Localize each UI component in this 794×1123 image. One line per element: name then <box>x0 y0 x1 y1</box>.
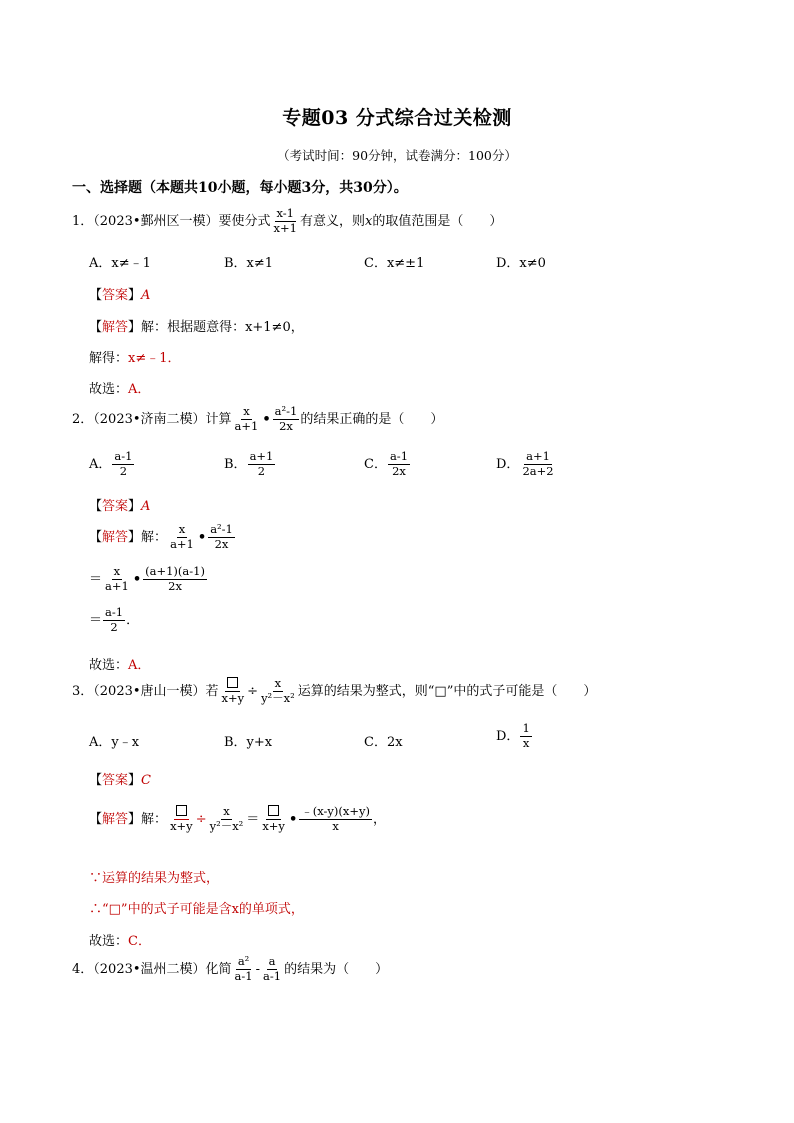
question-2: 2．（2023•济南二模）计算 $\frac{x}{a+1}$ • $\frac{\text{a²-1}}{2x}$ 的结果正确的是（ ） <box>72 404 444 433</box>
q3-choice: 故选：C． <box>89 934 151 949</box>
q3-option-d: D． $\frac{1}{x}$ <box>496 721 530 750</box>
q3-solution: 【解答】解： x+y ÷ $\frac{x}{\text{y²－x²}}$ ＝ x+y • $\frac{﹣(x-y)(x+y)}{x}$ ， <box>89 804 386 833</box>
q1-fraction: $\frac{x-1}{x+1}$ <box>273 206 297 235</box>
q3-option-a: A．y﹣x <box>89 735 140 750</box>
q3-answer: 【答案】C <box>89 773 151 788</box>
q2-solution-step-3: ＝ $\frac{a-1}{2}$ ． <box>89 605 140 634</box>
q2-solution-step-2: ＝ $\frac{x}{a+1}$ • $\frac{(a+1)(a-1)}{2x}$ <box>89 564 205 593</box>
q2-choice: 故选：A． <box>89 658 151 673</box>
page-title: 专题03 分式综合过关检测 <box>282 107 512 129</box>
page-subtitle: （考试时间：90分钟，试卷满分：100分） <box>277 148 517 163</box>
q2-option-c: C． $\frac{a-1}{2x}$ <box>364 449 409 478</box>
q4-fraction-2: $\frac{a}{a-1}$ <box>263 954 282 983</box>
q1-choice: 故选：A． <box>89 382 151 397</box>
q2-fraction-2: $\frac{\text{a²-1}}{2x}$ <box>274 404 298 433</box>
q1-option-d: D．x≠0 <box>496 256 546 271</box>
q2-solution: 【解答】解： $\frac{x}{a+1}$ • $\frac{\text{a²-1}}{2x}$ <box>89 522 233 551</box>
q2-fraction-1: $\frac{x}{a+1}$ <box>234 404 259 433</box>
section-heading: 一、选择题（本题共10小题，每小题3分，共30分）。 <box>72 180 408 196</box>
q2-option-b: B． $\frac{a+1}{2}$ <box>224 449 274 478</box>
q2-answer: 【答案】A <box>89 499 151 514</box>
q1-option-a: A．x≠﹣1 <box>89 256 151 271</box>
q3-option-b: B．y+x <box>224 735 273 750</box>
q3-therefore: ∴“□”中的式子可能是含x的单项式， <box>89 902 304 917</box>
q4-fraction-1: $\frac{\text{a²}}{a-1}$ <box>234 954 253 983</box>
question-1: 1．（2023•鄞州区一模）要使分式 $\frac{x-1}{x+1}$ 有意义，则x的取值范围是（ ） <box>72 206 503 235</box>
q3-fraction-2: $\frac{x}{\text{y²－x²}}$ <box>261 676 295 705</box>
q1-answer: 【答案】A <box>89 288 151 303</box>
question-4: 4．（2023•温州二模）化简 $\frac{\text{a²}}{a-1}$ - $\frac{a}{a-1}$ 的结果为（ ） <box>72 954 389 983</box>
placeholder-box-icon <box>227 677 238 688</box>
q1-solution: 【解答】解：根据题意得：x+1≠0， <box>89 320 304 335</box>
q1-solution-step: 解得：x≠﹣1． <box>89 351 181 366</box>
q3-option-c: C．2x <box>364 735 403 750</box>
q3-because: ∵运算的结果为整式， <box>89 871 220 886</box>
q3-fraction-1: x+y <box>220 677 247 706</box>
q1-option-c: C．x≠±1 <box>364 256 425 271</box>
q1-option-b: B．x≠1 <box>224 256 274 271</box>
q2-option-a: A． $\frac{a-1}{2}$ <box>89 449 133 478</box>
q2-option-d: D． $\frac{a+1}{2a+2}$ <box>496 449 554 478</box>
question-3: 3．（2023•唐山一模）若 x+y ÷ $\frac{x}{\text{y²－x²}}$ 运算的结果为整式，则“□”中的式子可能是（ ） <box>72 676 597 705</box>
q1-prefix: 1．（2023•鄞州区一模）要使分式 <box>72 213 271 229</box>
